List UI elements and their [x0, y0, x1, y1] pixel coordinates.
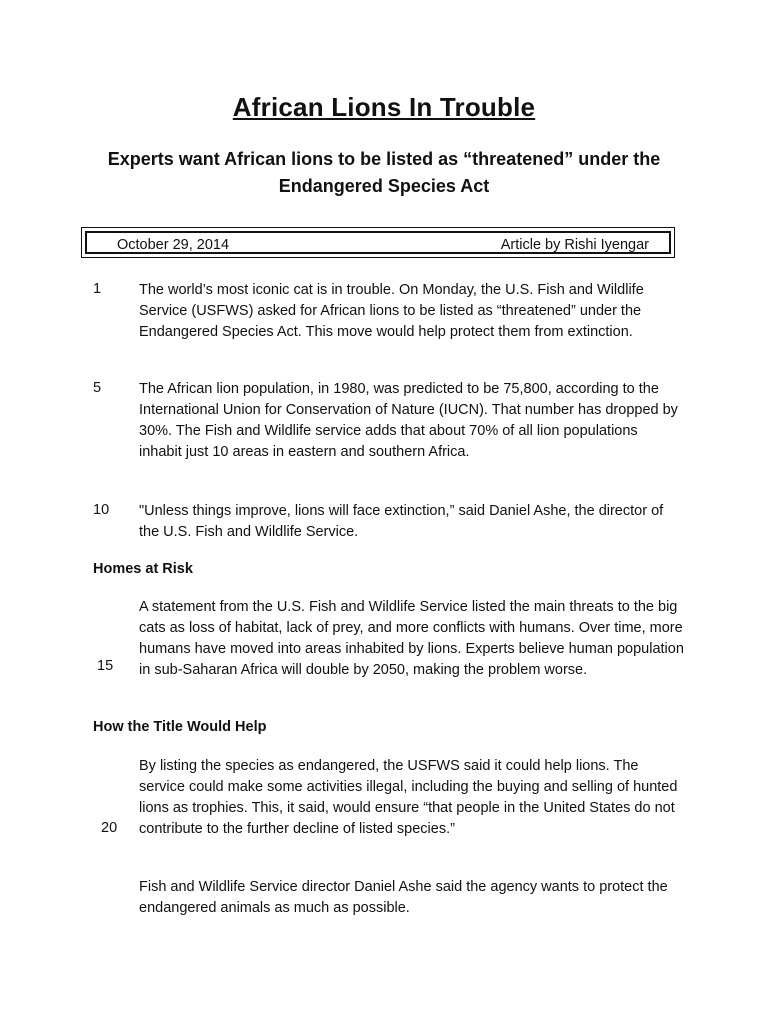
article-title: African Lions In Trouble: [232, 92, 536, 122]
paragraph: By listing the species as endangered, the USFWS said it could help lions. The service could make some activities illegal, including the buying and selling of hunted lions as trophies. This, it said, would ensure “that people in the United States do not contribute to the further decline of listed species.”: [139, 758, 678, 837]
byline-inner-border: [85, 231, 671, 254]
line-number: 15: [97, 658, 114, 674]
line-number: 20: [101, 820, 118, 836]
line-number: 5: [93, 380, 102, 396]
section-heading: How the Title Would Help: [93, 719, 267, 735]
byline-box: [81, 227, 675, 258]
section-heading: Homes at Risk: [93, 561, 193, 577]
paragraph: The African lion population, in 1980, was predicted to be 75,800, according to the International Union for Conservation of Nature (IUCN). That number has dropped by 30%. The Fish and Wildlife service adds that about 70% of all lion populations inhabit just 10 areas in eastern and southern Africa.: [139, 381, 678, 460]
paragraph: The world’s most iconic cat is in trouble. On Monday, the U.S. Fish and Wildlife Service (USFWS) asked for African lions to be listed as “threatened” under the Endangered Species Act. This move would help protect them from extinction.: [139, 282, 644, 340]
paragraph: Fish and Wildlife Service director Daniel Ashe said the agency wants to protect the endangered animals as much as possible.: [139, 879, 668, 916]
paragraph: "Unless things improve, lions will face extinction,” said Daniel Ashe, the director of the U.S. Fish and Wildlife Service.: [139, 503, 664, 540]
line-number: 10: [93, 502, 110, 518]
line-number: 1: [93, 281, 102, 297]
article-date: October 29, 2014: [117, 237, 230, 253]
article-subtitle: Experts want African lions to be listed as “threatened” under the Endangered Species Act: [107, 149, 661, 196]
paragraph: A statement from the U.S. Fish and Wildlife Service listed the main threats to the big cats as loss of habitat, lack of prey, and more conflicts with humans. Over time, more humans have moved into areas inhabited by lions. Experts believe human population in sub-Saharan Africa will double by 2050, making the problem worse.: [139, 599, 684, 678]
article-author: Article by Rishi Iyengar: [500, 237, 649, 253]
